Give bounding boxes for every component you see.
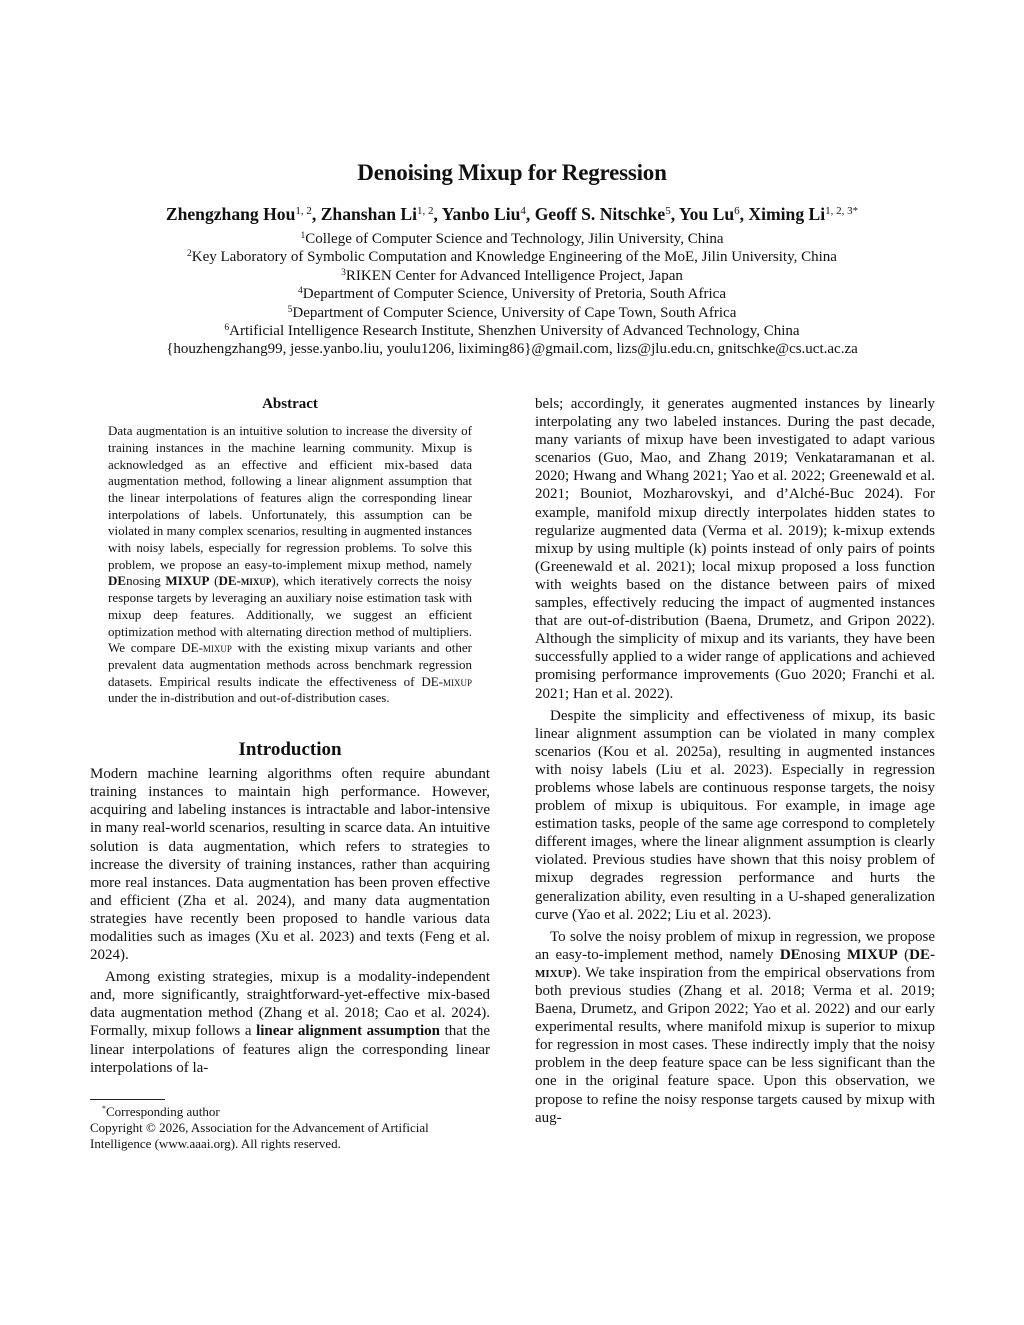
- introduction-heading: Introduction: [238, 739, 342, 761]
- intro-paragraph-2-continued: bels; accordingly, it generates augmented instances by linearly interpolating any two labeled instances. During the past decade, many variants of mixup have been investigated to adapt various scenarios (Guo, Mao, and Zhang 2019; Venkataramanan et al. 2020; Hwang and Whang 2021; Yao et al. 2022; Greenewald et al. 2021; Bouniot, Mozharovskyi, and d’Alché-Buc 2024). For example, manifold mixup directly interpolates hidden states to regularize augmented data (Verma et al. 2019); k-mixup extends mixup by using multiple (k) points instead of only pairs of points (Greenewald et al. 2021); local mixup proposed a loss function with weights based on the distance between pairs of mixed samples, effectively reducing the impact of augmented instances that are out-of-distribution (Baena, Drumetz, and Gripon 2022). Although the simplicity of mixup and its variants, they have been successfully applied to a wider range of applications and achieved promising performance improvements (Guo 2020; Franchi et al. 2021; Han et al. 2022).: [535, 396, 935, 702]
- affiliation: $^6$Artificial Intelligence Research Institute, Shenzhen University of Advanced Technology, China: [224, 323, 800, 340]
- author: You Lu$^6$,: [678, 204, 749, 224]
- affiliation: $^1$College of Computer Science and Technology, Jilin University, China: [300, 231, 724, 247]
- affiliation: $^4$Department of Computer Science, University of Pretoria, South Africa: [298, 286, 726, 303]
- footnote-divider: [90, 1099, 165, 1100]
- affiliation: $^2$Key Laboratory of Symbolic Computation and Knowledge Engineering of the MoE, Jilin University, China: [187, 249, 837, 266]
- author: Zhanshan Li$^{1, 2}$,: [320, 204, 442, 224]
- intro-paragraph-2: Among existing strategies, mixup is a modality-independent and, more significantly, straightforward-yet-effective mix-based data augmentation method (Zhang et al. 2018; Cao et al. 2024). Formally, mixup follows a linear alignment assumption that the linear interpolations of features align the corresponding linear interpolations of la-: [90, 969, 490, 1076]
- corresponding-author-note: *Corresponding author: [102, 1103, 220, 1119]
- copyright-note: Copyright © 2026, Association for the Advancement of Artificial Intelligence (www.aaai.org). All rights reserved.: [90, 1119, 429, 1151]
- author: Geoff S. Nitschke$^5$,: [534, 204, 679, 224]
- affiliation: $^5$Department of Computer Science, University of Cape Town, South Africa: [287, 304, 737, 321]
- author: Ximing $Li^{1, 2, 3*}$: [748, 204, 859, 224]
- intro-paragraph-4: To solve the noisy problem of mixup in regression, we propose an easy-to-implement method, namely DEnosing MIXUP (DE-mixup). We take inspiration from the empirical observations from both previous studies (Zhang et al. 2018; Verma et al. 2019; Baena, Drumetz, and Gripon 2022; Yao et al. 2022) and our early experimental results, where manifold mixup is superior to mixup for regression in most cases. These indirectly imply that the noisy problem in the deep feature space can be less significant than the one in the original feature space. Upon this observation, we propose to refine the noisy response targets caused by mixup with aug-: [535, 928, 936, 1126]
- abstract-body: Data augmentation is an intuitive solution to increase the diversity of training instances in the machine learning community. Mixup is acknowledged as an effective and efficient mix-based data augmentation method, following a linear alignment assumption that the linear interpolations of features align the corresponding linear interpolations of labels. Unfortunately, this assumption can be violated in many complex scenarios, resulting in augmented instances with noisy labels, especially for regression problems. To solve this problem, we propose an easy-to-implement mixup method, namely DEnosing MIXUP (DE-mixup), which iteratively corrects the noisy response targets by leveraging an auxiliary noise estimation task with mixup deep features. Additionally, we suggest an efficient optimization method with alternating direction method of multipliers. We compare DE-mixup with the existing mixup variants and other prevalent data augmentation methods across benchmark regression datasets. Empirical results indicate the effectiveness of DE-mixup under the in-distribution and out-of-distribution cases.: [108, 423, 472, 706]
- paper-title: Denoising Mixup for Regression: [357, 160, 667, 185]
- abstract-heading: Abstract: [262, 396, 318, 412]
- right-column: [535, 395, 935, 1127]
- author-list: [0, 204, 1024, 225]
- left-column: [90, 395, 490, 1152]
- affiliation-list: [0, 230, 1024, 359]
- footnotes: [90, 1104, 490, 1152]
- intro-paragraph-3: Despite the simplicity and effectiveness of mixup, its basic linear alignment assumption can be violated in many complex scenarios (Kou et al. 2025a), resulting in augmented instances with noisy labels (Liu et al. 2023). Especially in regression problems whose labels are continuous response targets, the noisy problem of mixup is ubiquitous. For example, in image age estimation tasks, people of the same age correspond to completely different images, where the linear alignment assumption is clearly violated. Previous studies have shown that this noisy problem of mixup degrades regression performance and hurts the generalization ability, even resulting in a U-shaped generalization curve (Yao et al. 2022; Liu et al. 2023).: [535, 707, 935, 923]
- author-emails: {houzhengzhang99, jesse.yanbo.liu, youlu1206, liximing86}@gmail.com, lizs@jlu.edu.cn, gnitschke@cs.uct.ac.za: [166, 341, 858, 358]
- intro-paragraph-1: Modern machine learning algorithms often require abundant training instances to maintain high performance. However, acquiring and labeling instances is intractable and labor-intensive in many real-world scenarios, resulting in scarce data. An intuitive solution is data augmentation, which refers to strategies to increase the diversity of training instances, rather than acquiring more real instances. Data augmentation has been proven effective and efficient (Zha et al. 2024), and many data augmentation strategies have recently been proposed to handle various data modalities such as images (Xu et al. 2023) and texts (Feng et al. 2024).: [90, 766, 490, 964]
- affiliation: $^3$RIKEN Center for Advanced Intelligence Project, Japan: [341, 267, 683, 284]
- author: Zhengzhang Hou$^{1, 2}$,: [165, 204, 321, 224]
- author: Yanbo Liu$^4$,: [441, 204, 535, 224]
